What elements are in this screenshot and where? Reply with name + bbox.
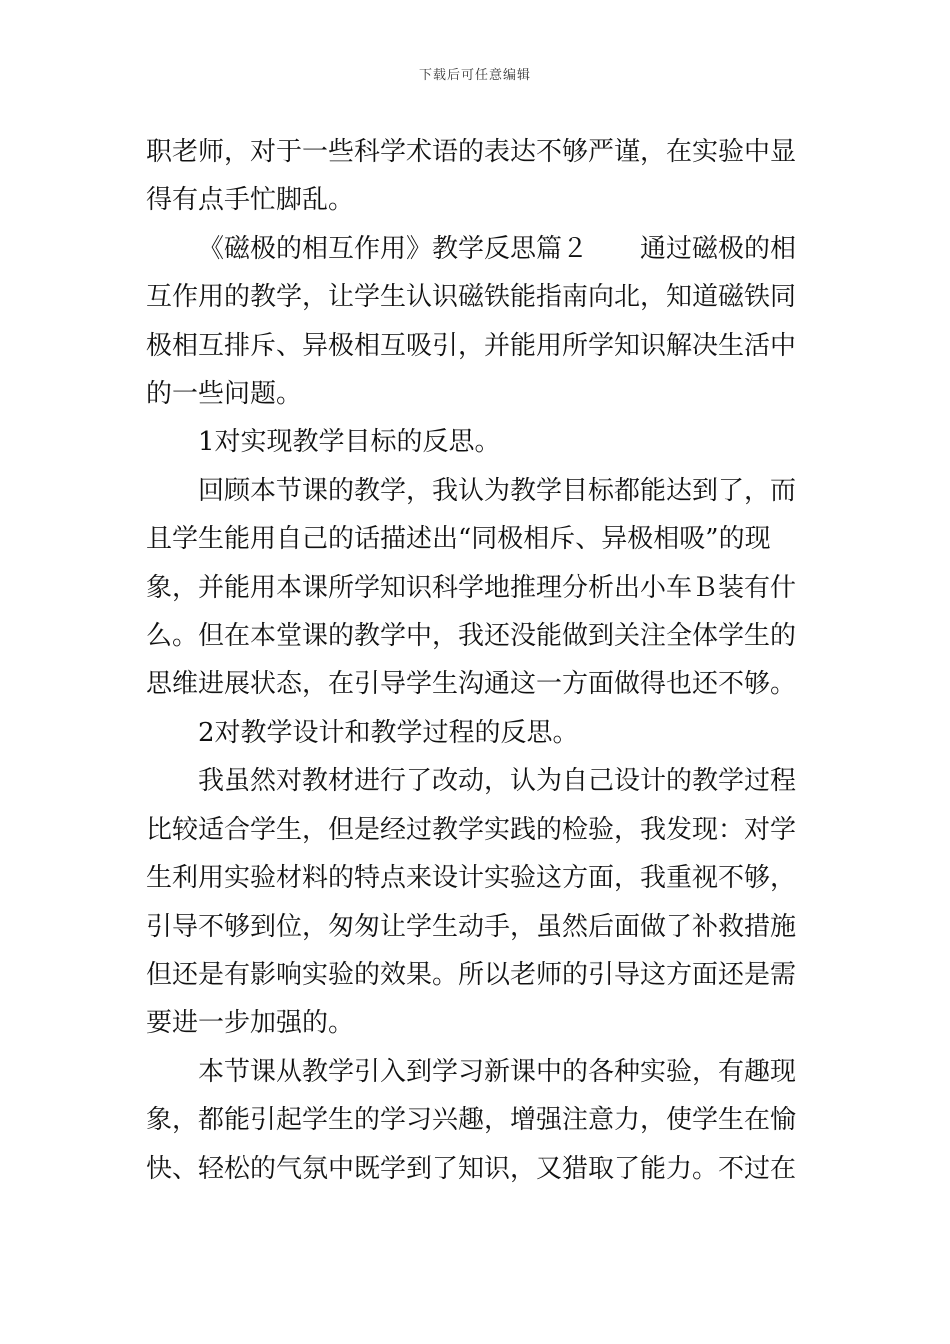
page-header: 下载后可任意编辑 [418, 68, 531, 83]
paragraph-2: 《磁极的相互作用》教学反思篇２ 通过磁极的相互作用的教学，让学生认识磁铁能指南向北，知道磁铁同极相互排斥、异极相互吸引，并能用所学知识解决生活中的一些问题。 [146, 233, 797, 410]
paragraph-3: 1对实现教学目标的反思。 [198, 427, 501, 458]
paragraph-6: 我虽然对教材进行了改动，认为自己设计的教学过程比较适合学生，但是经过教学实践的检验，我发现：对学生利用实验材料的特点来设计实验这方面，我重视不够，引导不够到位，匆匆让学生动手，虽然后面做了补救措施但还是有影响实验的效果。所以老师的引导这方面还是需要进一步加强的。 [146, 766, 797, 1039]
paragraph-1: 职老师，对于一些科学术语的表达不够严谨，在实验中显得有点手忙脚乱。 [146, 137, 797, 216]
paragraph-4: 回顾本节课的教学，我认为教学目标都能达到了，而且学生能用自己的话描述出“同极相斥、异极相吸”的现象，并能用本课所学知识科学地推理分析出小车Ｂ装有什么。但在本堂课的教学中，我还没能做到关注全体学生的思维进展状态，在引导学生沟通这一方面做得也还不够。 [146, 475, 797, 700]
paragraph-7: 本节课从教学引入到学习新课中的各种实验，有趣现象，都能引起学生的学习兴趣，增强注意力，使学生在愉快、轻松的气氛中既学到了知识，又猎取了能力。不过在 [146, 1056, 797, 1184]
document-body [146, 128, 816, 1193]
paragraph-5: 2对教学设计和教学过程的反思。 [198, 717, 579, 748]
